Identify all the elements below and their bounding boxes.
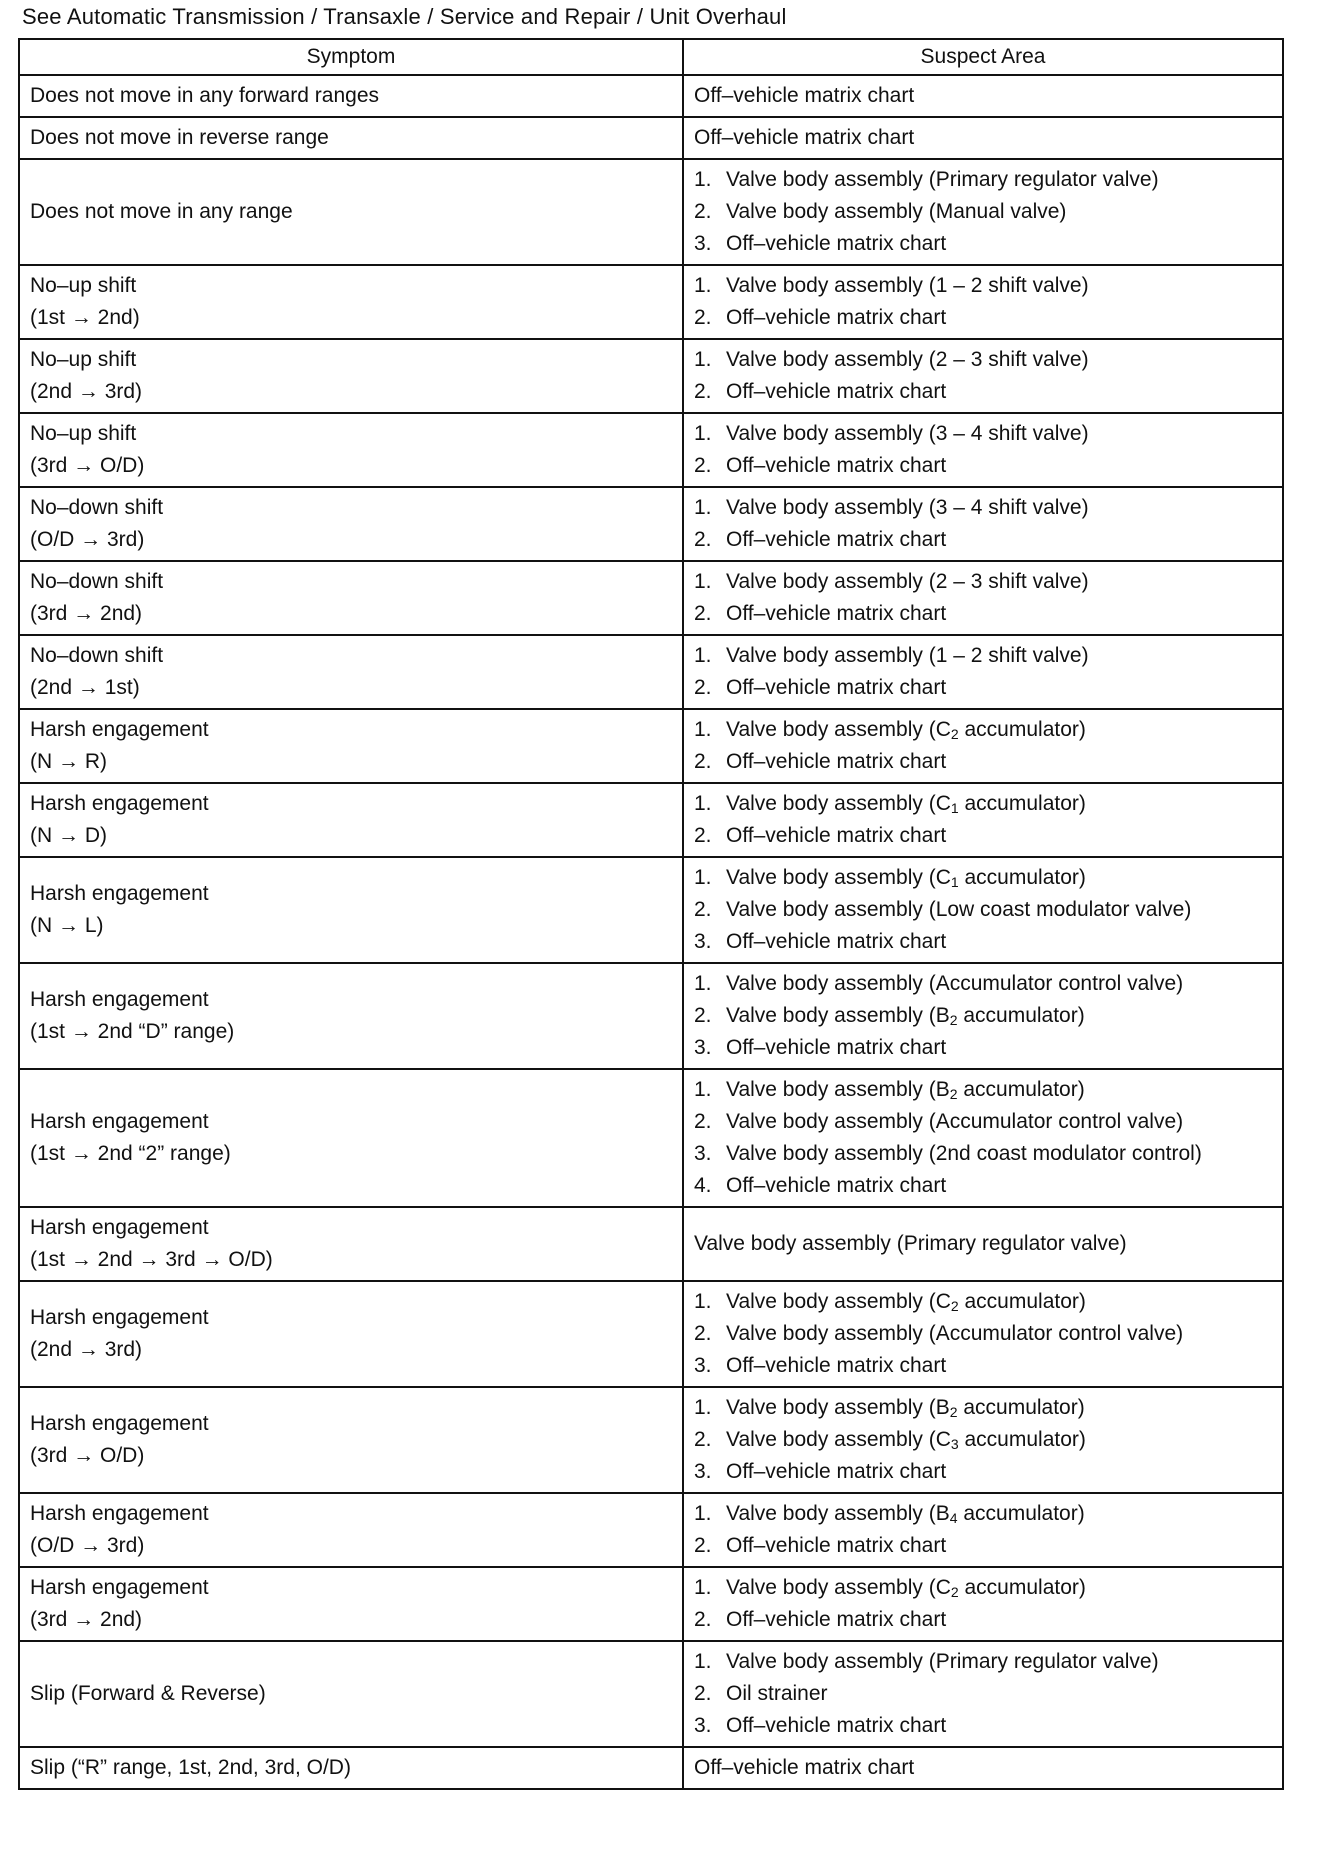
symptom-cell xyxy=(19,1207,683,1281)
symptom-text: Harsh engagement xyxy=(30,1306,209,1329)
suspect-item xyxy=(694,714,1272,746)
item-number: 1. xyxy=(694,496,712,519)
symptom-cell xyxy=(19,1387,683,1493)
item-text-after: accumulator) xyxy=(958,866,1086,889)
item-number: 1. xyxy=(694,1396,712,1419)
item-number: 3. xyxy=(694,1036,712,1059)
symptom-text: (N → R) xyxy=(30,750,107,773)
suspect-item xyxy=(694,1392,1272,1424)
suspect-item xyxy=(694,492,1272,524)
item-number: 2. xyxy=(694,380,712,403)
suspect-item xyxy=(694,1138,1272,1170)
suspect-area-cell xyxy=(683,1207,1283,1281)
suspect-item xyxy=(694,820,1272,852)
item-number: 2. xyxy=(694,824,712,847)
item-number: 2. xyxy=(694,1428,712,1451)
suspect-item xyxy=(694,1318,1272,1350)
item-text-after: accumulator) xyxy=(958,1576,1086,1599)
suspect-item xyxy=(694,524,1272,556)
item-text: Valve body assembly (B xyxy=(726,1502,950,1525)
item-text-after: accumulator) xyxy=(957,1004,1085,1027)
item-text: Valve body assembly (Accumulator control valve) xyxy=(726,1322,1184,1345)
item-text-after: accumulator) xyxy=(957,1396,1085,1419)
symptom-text: (2nd → 3rd) xyxy=(30,380,143,403)
suspect-area-cell xyxy=(683,159,1283,265)
item-number: 3. xyxy=(694,930,712,953)
item-text: Off–vehicle matrix chart xyxy=(726,1174,947,1197)
item-number: 1. xyxy=(694,718,712,741)
item-number: 2. xyxy=(694,1110,712,1133)
suspect-item xyxy=(694,1228,1272,1260)
item-number: 1. xyxy=(694,274,712,297)
table-row xyxy=(19,159,1283,265)
table-row xyxy=(19,561,1283,635)
suspect-area-cell xyxy=(683,487,1283,561)
symptom-cell xyxy=(19,1567,683,1641)
item-number: 3. xyxy=(694,1354,712,1377)
suspect-item xyxy=(694,450,1272,482)
symptom-text: Does not move in any range xyxy=(30,200,293,223)
suspect-item xyxy=(694,862,1272,894)
symptom-cell xyxy=(19,963,683,1069)
suspect-area-cell xyxy=(683,1281,1283,1387)
suspect-area-cell xyxy=(683,1567,1283,1641)
symptom-text: (2nd → 1st) xyxy=(30,676,140,699)
suspect-item xyxy=(694,1106,1272,1138)
item-text: Off–vehicle matrix chart xyxy=(726,1608,947,1631)
symptom-cell xyxy=(19,1641,683,1747)
symptom-cell xyxy=(19,413,683,487)
symptom-text: (1st → 2nd “D” range) xyxy=(30,1020,235,1043)
item-text: Valve body assembly (2 – 3 shift valve) xyxy=(726,348,1089,371)
item-text: Valve body assembly (Manual valve) xyxy=(726,200,1067,223)
suspect-area-cell xyxy=(683,635,1283,709)
item-number: 3. xyxy=(694,1460,712,1483)
item-number: 1. xyxy=(694,866,712,889)
item-number: 2. xyxy=(694,200,712,223)
item-number: 1. xyxy=(694,792,712,815)
suspect-item xyxy=(694,196,1272,228)
item-text: Off–vehicle matrix chart xyxy=(726,1460,947,1483)
suspect-item xyxy=(694,672,1272,704)
item-text: Valve body assembly (Accumulator control valve) xyxy=(726,972,1184,995)
suspect-item xyxy=(694,1710,1272,1742)
symptom-text: Slip (“R” range, 1st, 2nd, 3rd, O/D) xyxy=(30,1756,351,1779)
item-number: 3. xyxy=(694,1714,712,1737)
suspect-item xyxy=(694,302,1272,334)
symptom-text: Harsh engagement xyxy=(30,1216,209,1239)
symptom-cell xyxy=(19,1069,683,1207)
suspect-item xyxy=(694,1350,1272,1382)
suspect-item xyxy=(694,1170,1272,1202)
symptom-text: (1st → 2nd “2” range) xyxy=(30,1142,231,1165)
suspect-area-cell xyxy=(683,857,1283,963)
symptom-text: No–up shift xyxy=(30,422,137,445)
item-number: 2. xyxy=(694,750,712,773)
symptom-cell xyxy=(19,635,683,709)
symptom-cell xyxy=(19,783,683,857)
item-number: 1. xyxy=(694,1502,712,1525)
table-row xyxy=(19,1069,1283,1207)
symptom-text: (2nd → 3rd) xyxy=(30,1338,143,1361)
suspect-area-cell xyxy=(683,1069,1283,1207)
suspect-item xyxy=(694,1530,1272,1562)
symptom-cell xyxy=(19,117,683,159)
suspect-item xyxy=(694,598,1272,630)
item-number: 1. xyxy=(694,570,712,593)
suspect-area-cell xyxy=(683,1387,1283,1493)
suspect-item xyxy=(694,1000,1272,1032)
table-body xyxy=(19,75,1283,1789)
item-text-after: accumulator) xyxy=(957,1078,1085,1101)
item-number: 1. xyxy=(694,1650,712,1673)
suspect-item xyxy=(694,1572,1272,1604)
symptom-text: (N → D) xyxy=(30,824,107,847)
suspect-item xyxy=(694,418,1272,450)
suspect-item xyxy=(694,1032,1272,1064)
symptom-text: Harsh engagement xyxy=(30,1110,209,1133)
item-subscript: 1 xyxy=(950,874,959,890)
suspect-item xyxy=(694,640,1272,672)
item-text: Off–vehicle matrix chart xyxy=(726,454,947,477)
symptom-text: (O/D → 3rd) xyxy=(30,528,145,551)
suspect-area-cell xyxy=(683,1641,1283,1747)
item-text: Off–vehicle matrix chart xyxy=(726,1714,947,1737)
item-number: 2. xyxy=(694,1608,712,1631)
item-number: 2. xyxy=(694,1534,712,1557)
table-row xyxy=(19,1493,1283,1567)
suspect-item xyxy=(694,1424,1272,1456)
symptom-cell xyxy=(19,487,683,561)
suspect-item xyxy=(694,1498,1272,1530)
item-text-after: accumulator) xyxy=(957,1502,1085,1525)
symptom-text: (N → L) xyxy=(30,914,104,937)
item-text: Off–vehicle matrix chart xyxy=(726,380,947,403)
symptom-cell xyxy=(19,265,683,339)
item-number: 2. xyxy=(694,898,712,921)
item-text: Off–vehicle matrix chart xyxy=(726,1534,947,1557)
symptom-text: No–up shift xyxy=(30,348,137,371)
suspect-area-cell xyxy=(683,783,1283,857)
item-text: Valve body assembly (B xyxy=(726,1004,950,1027)
item-subscript: 1 xyxy=(950,800,959,816)
item-text: Off–vehicle matrix chart xyxy=(726,750,947,773)
symptom-text: (1st → 2nd) xyxy=(30,306,140,329)
symptom-cell xyxy=(19,159,683,265)
table-row xyxy=(19,857,1283,963)
item-text: Off–vehicle matrix chart xyxy=(726,1354,947,1377)
item-text: Valve body assembly (3 – 4 shift valve) xyxy=(726,496,1089,519)
item-text: Off–vehicle matrix chart xyxy=(726,602,947,625)
item-text: Valve body assembly (C xyxy=(726,866,951,889)
item-text: Off–vehicle matrix chart xyxy=(694,84,915,107)
suspect-area-cell xyxy=(683,75,1283,117)
item-number: 2. xyxy=(694,528,712,551)
item-text: Valve body assembly (C xyxy=(726,1428,951,1451)
item-text: Off–vehicle matrix chart xyxy=(694,1756,915,1779)
symptom-text: No–down shift xyxy=(30,496,164,519)
item-subscript: 2 xyxy=(950,726,959,742)
symptom-text: Harsh engagement xyxy=(30,1412,209,1435)
suspect-item xyxy=(694,1752,1272,1784)
item-number: 1. xyxy=(694,1576,712,1599)
item-text: Off–vehicle matrix chart xyxy=(694,126,915,149)
symptom-text: Does not move in reverse range xyxy=(30,126,329,149)
item-number: 2. xyxy=(694,306,712,329)
item-text: Off–vehicle matrix chart xyxy=(726,528,947,551)
item-text: Off–vehicle matrix chart xyxy=(726,1036,947,1059)
table-row xyxy=(19,1567,1283,1641)
item-number: 1. xyxy=(694,972,712,995)
table-header-row xyxy=(19,39,1283,75)
suspect-area-cell xyxy=(683,963,1283,1069)
item-subscript: 2 xyxy=(949,1086,958,1102)
symptom-text: Harsh engagement xyxy=(30,882,209,905)
suspect-item xyxy=(694,1678,1272,1710)
item-text-after: accumulator) xyxy=(958,718,1086,741)
suspect-item xyxy=(694,376,1272,408)
suspect-item xyxy=(694,894,1272,926)
symptom-cell xyxy=(19,561,683,635)
suspect-item xyxy=(694,344,1272,376)
suspect-area-cell xyxy=(683,413,1283,487)
symptom-table xyxy=(18,38,1284,1790)
suspect-item xyxy=(694,788,1272,820)
symptom-cell xyxy=(19,709,683,783)
symptom-text: (3rd → 2nd) xyxy=(30,1608,143,1631)
suspect-area-cell xyxy=(683,265,1283,339)
item-number: 1. xyxy=(694,644,712,667)
suspect-item xyxy=(694,1286,1272,1318)
suspect-item xyxy=(694,228,1272,260)
item-number: 2. xyxy=(694,454,712,477)
item-text: Valve body assembly (2nd coast modulator control) xyxy=(726,1142,1202,1165)
table-row xyxy=(19,709,1283,783)
suspect-area-cell xyxy=(683,561,1283,635)
suspect-area-cell xyxy=(683,1493,1283,1567)
item-text: Off–vehicle matrix chart xyxy=(726,676,947,699)
item-text-after: accumulator) xyxy=(958,1428,1086,1451)
suspect-area-cell xyxy=(683,1747,1283,1789)
item-text: Valve body assembly (Primary regulator valve) xyxy=(694,1232,1127,1255)
item-number: 4. xyxy=(694,1174,712,1197)
symptom-text: No–up shift xyxy=(30,274,137,297)
item-text: Valve body assembly (Accumulator control valve) xyxy=(726,1110,1184,1133)
suspect-item xyxy=(694,968,1272,1000)
symptom-text: (3rd → O/D) xyxy=(30,1444,145,1467)
suspect-item xyxy=(694,1456,1272,1488)
item-number: 1. xyxy=(694,422,712,445)
item-number: 1. xyxy=(694,348,712,371)
table-row xyxy=(19,339,1283,413)
symptom-text: Harsh engagement xyxy=(30,988,209,1011)
symptom-text: (O/D → 3rd) xyxy=(30,1534,145,1557)
table-row xyxy=(19,1281,1283,1387)
item-text: Valve body assembly (B xyxy=(726,1078,950,1101)
suspect-item xyxy=(694,122,1272,154)
suspect-item xyxy=(694,1604,1272,1636)
symptom-cell xyxy=(19,1281,683,1387)
suspect-area-cell xyxy=(683,339,1283,413)
item-text: Valve body assembly (Primary regulator valve) xyxy=(726,1650,1159,1673)
symptom-text: Slip (Forward & Reverse) xyxy=(30,1682,266,1705)
item-text: Valve body assembly (C xyxy=(726,792,951,815)
column-header-suspect-area: Suspect Area xyxy=(683,39,1283,75)
symptom-text: Harsh engagement xyxy=(30,792,209,815)
symptom-text: Harsh engagement xyxy=(30,1576,209,1599)
item-text-after: accumulator) xyxy=(958,1290,1086,1313)
table-row xyxy=(19,265,1283,339)
item-number: 2. xyxy=(694,1004,712,1027)
table-row xyxy=(19,1747,1283,1789)
suspect-item xyxy=(694,566,1272,598)
table-row xyxy=(19,963,1283,1069)
item-text: Oil strainer xyxy=(726,1682,828,1705)
suspect-item xyxy=(694,746,1272,778)
item-number: 1. xyxy=(694,1078,712,1101)
symptom-cell xyxy=(19,1493,683,1567)
item-text: Valve body assembly (B xyxy=(726,1396,950,1419)
item-text: Valve body assembly (3 – 4 shift valve) xyxy=(726,422,1089,445)
item-text: Off–vehicle matrix chart xyxy=(726,232,947,255)
column-header-symptom: Symptom xyxy=(19,39,683,75)
symptom-text: No–down shift xyxy=(30,570,164,593)
suspect-item xyxy=(694,1646,1272,1678)
suspect-area-cell xyxy=(683,709,1283,783)
item-text: Valve body assembly (2 – 3 shift valve) xyxy=(726,570,1089,593)
table-row xyxy=(19,635,1283,709)
item-text: Valve body assembly (1 – 2 shift valve) xyxy=(726,274,1089,297)
table-row xyxy=(19,783,1283,857)
item-subscript: 3 xyxy=(950,1436,959,1452)
item-number: 1. xyxy=(694,168,712,191)
suspect-area-cell xyxy=(683,117,1283,159)
table-row xyxy=(19,1387,1283,1493)
item-text: Off–vehicle matrix chart xyxy=(726,824,947,847)
symptom-text: Does not move in any forward ranges xyxy=(30,84,380,107)
item-subscript: 2 xyxy=(949,1404,958,1420)
table-row xyxy=(19,117,1283,159)
item-number: 1. xyxy=(694,1290,712,1313)
item-subscript: 2 xyxy=(950,1298,959,1314)
symptom-text: No–down shift xyxy=(30,644,164,667)
item-subscript: 4 xyxy=(949,1510,958,1526)
table-row xyxy=(19,487,1283,561)
symptom-cell xyxy=(19,75,683,117)
item-number: 2. xyxy=(694,676,712,699)
item-number: 2. xyxy=(694,1322,712,1345)
item-text: Off–vehicle matrix chart xyxy=(726,306,947,329)
symptom-cell xyxy=(19,857,683,963)
suspect-item xyxy=(694,80,1272,112)
item-text: Valve body assembly (C xyxy=(726,718,951,741)
item-text: Valve body assembly (C xyxy=(726,1290,951,1313)
item-number: 2. xyxy=(694,1682,712,1705)
item-number: 3. xyxy=(694,1142,712,1165)
table-row xyxy=(19,1207,1283,1281)
table-row xyxy=(19,413,1283,487)
table-row xyxy=(19,1641,1283,1747)
symptom-cell xyxy=(19,1747,683,1789)
symptom-text: Harsh engagement xyxy=(30,1502,209,1525)
item-text: Valve body assembly (Low coast modulator valve) xyxy=(726,898,1192,921)
suspect-item xyxy=(694,164,1272,196)
symptom-text: (3rd → O/D) xyxy=(30,454,145,477)
suspect-item xyxy=(694,926,1272,958)
suspect-item xyxy=(694,270,1272,302)
symptom-text: (1st → 2nd → 3rd → O/D) xyxy=(30,1248,273,1271)
symptom-text: (3rd → 2nd) xyxy=(30,602,143,625)
item-subscript: 2 xyxy=(950,1584,959,1600)
item-text: Valve body assembly (C xyxy=(726,1576,951,1599)
item-text: Valve body assembly (Primary regulator valve) xyxy=(726,168,1159,191)
suspect-item xyxy=(694,1074,1272,1106)
page-breadcrumb: See Automatic Transmission / Transaxle / Service and Repair / Unit Overhaul xyxy=(22,4,787,29)
item-subscript: 2 xyxy=(949,1012,958,1028)
item-number: 2. xyxy=(694,602,712,625)
item-number: 3. xyxy=(694,232,712,255)
item-text: Valve body assembly (1 – 2 shift valve) xyxy=(726,644,1089,667)
item-text: Off–vehicle matrix chart xyxy=(726,930,947,953)
symptom-text: Harsh engagement xyxy=(30,718,209,741)
item-text-after: accumulator) xyxy=(958,792,1086,815)
symptom-cell xyxy=(19,339,683,413)
table-row xyxy=(19,75,1283,117)
